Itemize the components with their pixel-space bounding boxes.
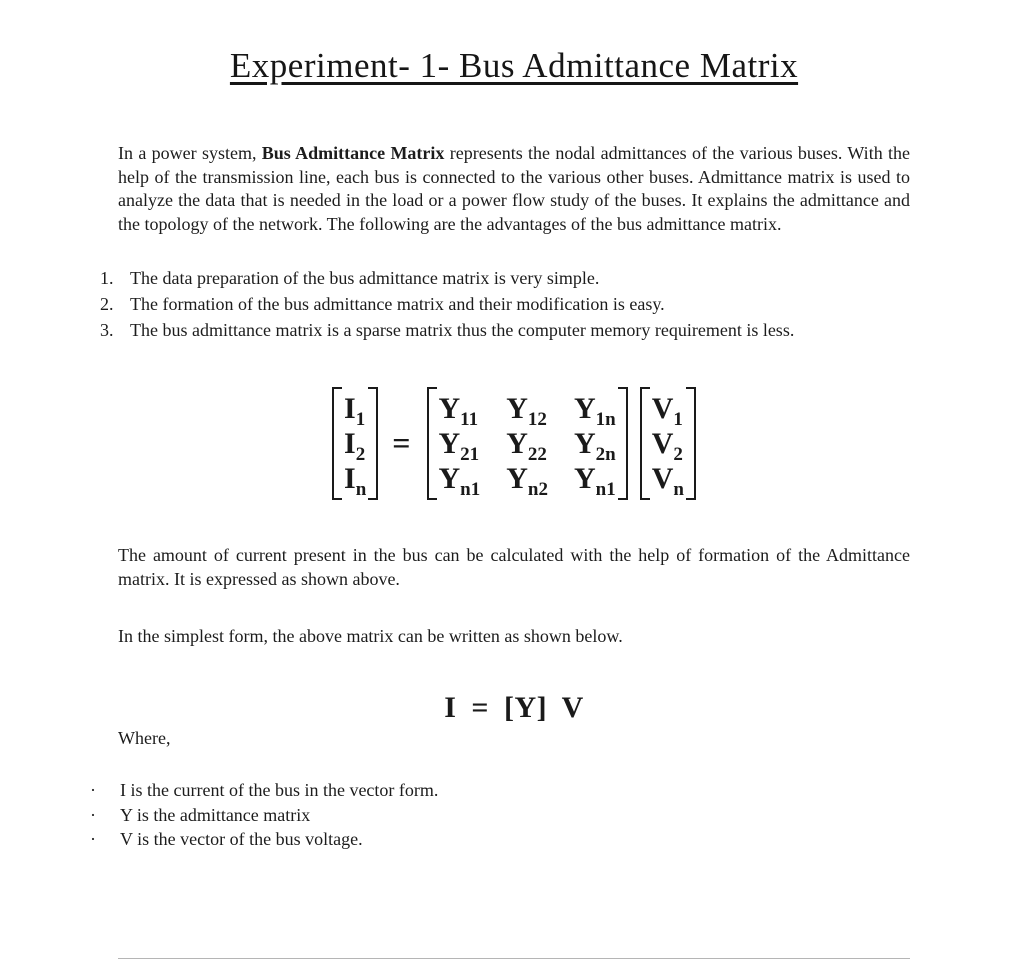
para-current-calculation: The amount of current present in the bus can be calculated with the help of formation of the Admittance matrix. It is expressed as shown above. (118, 545, 910, 589)
where-label: Where, (118, 727, 171, 748)
advantage-item (100, 265, 910, 291)
item-number: 3. (100, 320, 114, 340)
equals-sign: = (392, 425, 411, 461)
item-text: The formation of the bus admittance matrix and their modification is easy. (130, 294, 665, 314)
matrix-cell: $Y_{n1}$ (438, 462, 481, 500)
intro-text-pre: In a power system, (118, 143, 262, 163)
matrix-cell: $Y_{2n}$ (574, 427, 616, 465)
page-title: Experiment- 1- Bus Admittance Matrix (229, 46, 799, 85)
definition-item (90, 827, 910, 852)
matrix-cell: $V_n$ (651, 462, 684, 500)
para-simplest-form: In the simplest form, the above matrix can be written as shown below. (118, 626, 623, 646)
definitions-list (90, 778, 910, 852)
advantage-item (100, 317, 910, 343)
matrix-cell: $I_1$ (344, 392, 366, 430)
matrix-cell: $Y_{12}$ (506, 392, 547, 430)
bullet-icon: · (90, 780, 96, 800)
matrix-equation (118, 387, 910, 500)
matrix-cell: $I_n$ (344, 462, 367, 500)
definition-text: Y is the admittance matrix (120, 804, 311, 825)
current-vector (332, 387, 378, 500)
item-text: The bus admittance matrix is a sparse matrix thus the computer memory requirement is less. (130, 320, 795, 340)
matrix-cell: $V_1$ (651, 392, 683, 430)
matrix-cell: $Y_{21}$ (438, 427, 480, 465)
item-number: 1. (100, 268, 114, 288)
definition-item (90, 803, 910, 828)
matrix-cell: $Y_{22}$ (506, 427, 547, 465)
intro-text-post: represents the nodal admittances of the various buses. With the help of the transmission line, each bus is connected to the various other buses. Admittance matrix is used to analyze the data that is needed in the load or a power flow study of the buses. It explains the admittance and the topology of the network. The following are the advantages of the bus admittance matrix. (118, 143, 911, 234)
definition-item (90, 778, 910, 803)
item-number: 2. (100, 294, 114, 314)
definition-text: I is the current of the bus in the vector form. (120, 780, 439, 800)
matrix-cell: $Y_{n2}$ (506, 462, 548, 500)
bullet-icon: · (90, 829, 96, 849)
matrix-cell: $I_2$ (344, 427, 366, 465)
matrix-cell: $V_2$ (651, 427, 683, 465)
advantages-list (100, 265, 910, 343)
document-page (0, 46, 1024, 962)
voltage-vector (640, 387, 696, 500)
matrix-cell: $Y_{n1}$ (574, 462, 616, 500)
matrix-cell: $Y_{1n}$ (574, 392, 616, 430)
definition-text: V is the vector of the bus voltage. (120, 829, 363, 849)
simple-equation: I = [Y] V (444, 690, 584, 724)
bullet-icon: · (90, 804, 96, 825)
matrix-cell: $Y_{11}$ (438, 392, 479, 430)
advantage-item (100, 291, 910, 317)
bottom-divider (118, 958, 910, 959)
item-text: The data preparation of the bus admittance matrix is very simple. (130, 268, 600, 288)
intro-paragraph (118, 142, 910, 236)
bold-term: Bus Admittance Matrix (261, 143, 445, 163)
admittance-matrix (427, 387, 628, 500)
